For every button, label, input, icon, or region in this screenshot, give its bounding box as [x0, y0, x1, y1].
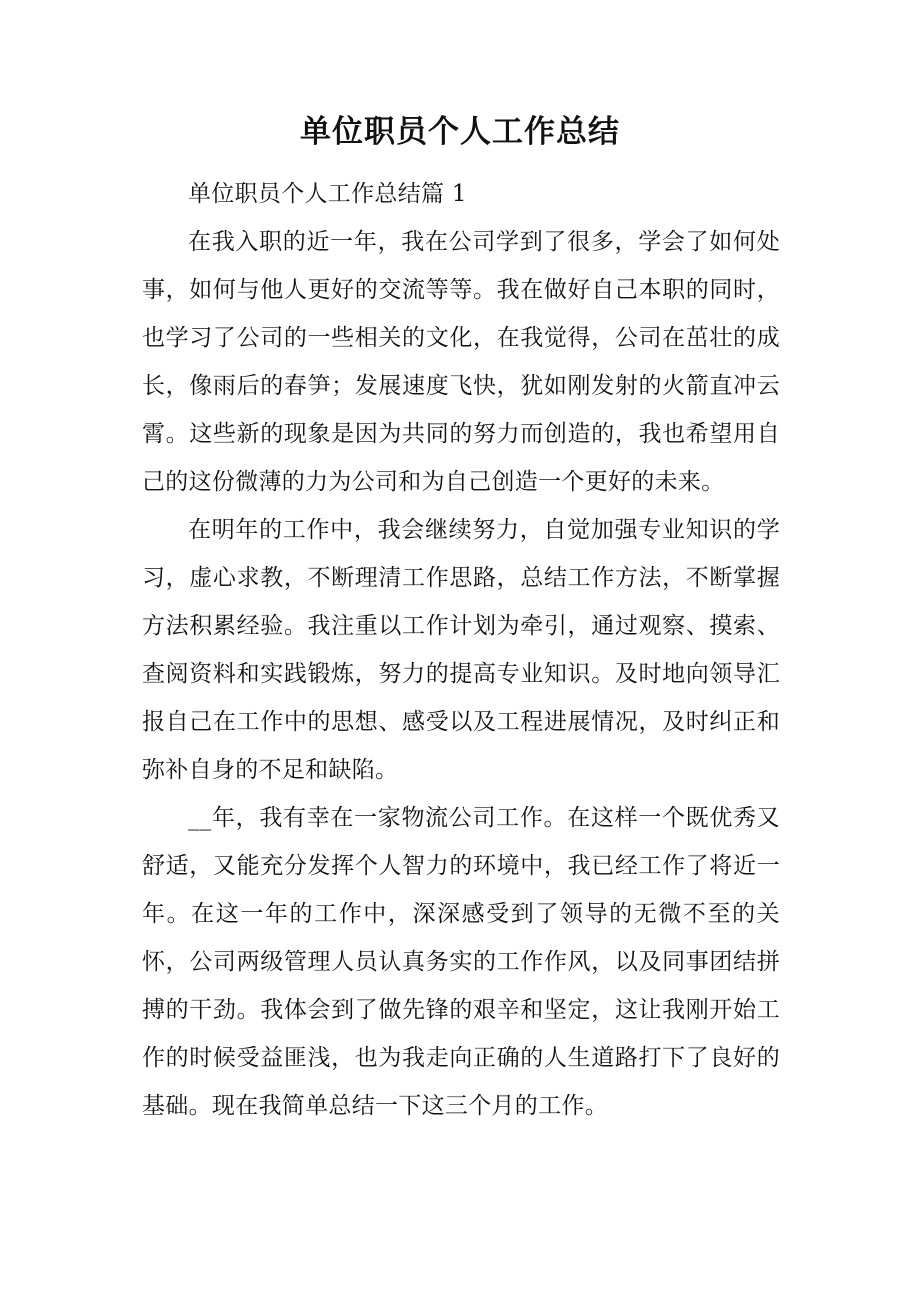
paragraph-2: 在明年的工作中，我会继续努力，自觉加强专业知识的学习，虚心求教，不断理清工作思路，总结工作方法，不断掌握方法积累经验。我注重以工作计划为牵引，通过观察、摸索、查阅资料和实践锻炼，努力的提高专业知识。及时地向领导汇报自己在工作中的思想、感受以及工程进展情况，及时纠正和弥补自身的不足和缺陷。 — [142, 517, 780, 783]
document-title: 单位职员个人工作总结 — [300, 114, 620, 150]
paragraph-3: __年，我有幸在一家物流公司工作。在这样一个既优秀又舒适，又能充分发挥个人智力的环境中，我已经工作了将近一年。在这一年的工作中，深深感受到了领导的无微不至的关怀，公司两级管理人员认真务实的工作作风，以及同事团结拼搏的干劲。我体会到了做先锋的艰辛和坚定，这让我刚开始工作的时候受益匪浅，也为我走向正确的人生道路打下了良好的基础。现在我简单总结一下这三个月的工作。 — [142, 805, 780, 1119]
section-heading: 单位职员个人工作总结篇 1 — [188, 181, 467, 207]
paragraph-1: 在我入职的近一年，我在公司学到了很多，学会了如何处事，如何与他人更好的交流等等。我在做好自己本职的同时，也学习了公司的一些相关的文化，在我觉得，公司在茁壮的成长，像雨后的春笋；发展速度飞快，犹如刚发射的火箭直冲云霄。这些新的现象是因为共同的努力而创造的，我也希望用自己的这份微薄的力为公司和为自己创造一个更好的未来。 — [142, 229, 780, 495]
document-body — [142, 170, 780, 1130]
